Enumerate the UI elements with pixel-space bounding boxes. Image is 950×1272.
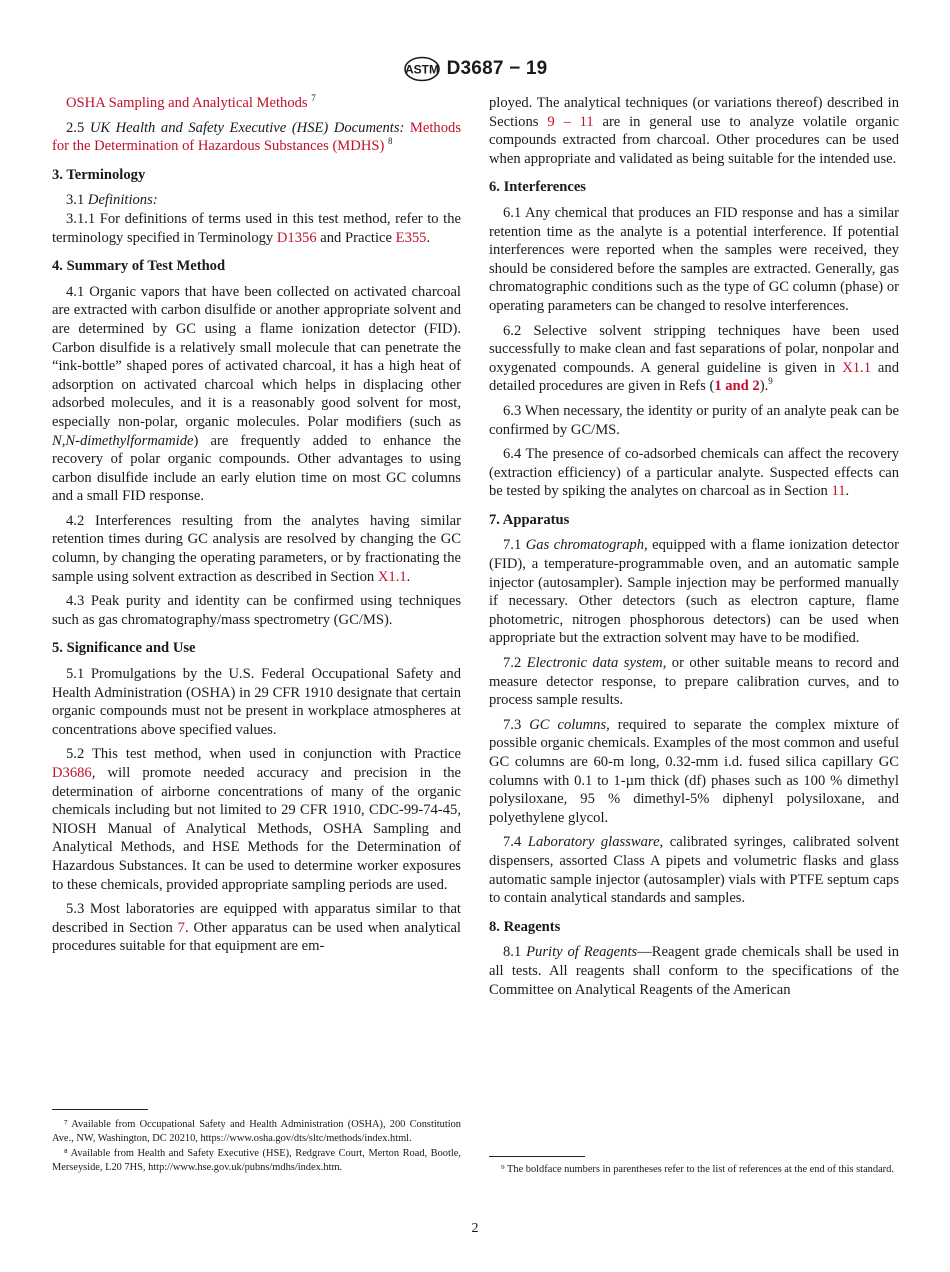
section-3-heading: 3. Terminology <box>52 166 146 183</box>
reference-item: OSHA Sampling and Analytical Methods $^7$ <box>66 93 316 111</box>
d3686-link[interactable]: D3686 <box>52 765 92 781</box>
section-6-heading: 6. Interferences <box>489 179 586 196</box>
paragraph-6-4: 6.4 The presence of co-adsorbed chemicals can affect the recovery (extraction efficiency) of a particular analyte. Suspected effects can be tested by spiking the analytes on charcoal as in Section 11. <box>489 446 899 500</box>
paragraph-5-2: 5.2 This test method, when used in conjunction with Practice D3686, will promote needed accuracy and precision in the determination of airborne concentrations of many of the organic chemicals including but not limited to 29 CFR 1910, CDC-99-74-45, NIOSH Manual of Analytical Methods, OSHA Sampling and Analytical Methods, and HSE Methods for the Determination of Hazardous Substances. It can be used to determine worker exposures to these chemicals, provided appropriate sampling periods are used. <box>52 746 461 893</box>
sections-9-11-link[interactable]: 9 – 11 <box>547 113 594 130</box>
paragraph-4-1: 4.1 Organic vapors that have been collected on activated charcoal are extracted with carbon disulfide or another appropriate solvent and are determined by GC using a flame ionization detector (FID). Carbon disulfide is a relatively small molecule that can penetrate the “ink-bottle” shaped pores of activated charcoal, it has a high heat of adsorption on activated charcoal which helps in displacing other adsorbed molecules, and it is a reasonably good solvent for most, especially non-polar, organic molecules. Polar modifiers (such as N,N-dimethylformamide) are frequently added to enhance the recovery of polar organic compounds. Other advantages to using carbon disulfide include an early elution time on most GC columns and a small FID response. <box>52 283 461 505</box>
right-column <box>489 94 899 1005</box>
paragraph-8-1: 8.1 Purity of Reagents—Reagent grade chemicals shall be used in all tests. All reagents shall conform to the specifications of the Committee on Analytical Reagents of the American <box>489 944 899 998</box>
right-footnotes <box>489 1163 899 1178</box>
astm-logo-icon <box>403 56 441 82</box>
section-5-heading: 5. Significance and Use <box>52 640 196 657</box>
x1-1-link[interactable]: X1.1 <box>377 568 407 585</box>
left-column <box>52 94 461 962</box>
page-header <box>0 56 950 87</box>
e355-link[interactable]: E355 <box>395 229 427 246</box>
paragraph-5-3: 5.3 Most laboratories are equipped with apparatus similar to that described in Section 7. Other apparatus can be used when analytical procedures suitable for that equipment are em- <box>52 901 461 955</box>
paragraph-6-3: 6.3 When necessary, the identity or purity of an analyte peak can be confirmed by GC/MS. <box>489 402 899 438</box>
section-11-link[interactable]: 11 <box>831 483 846 500</box>
paragraph-7-3: 7.3 GC columns, required to separate the complex mixture of possible organic chemicals. Examples of the most common and useful GC columns are 60-m long, 0.32-mm i.d. fused silica capillary GC columns with 0.1 to 1-µm thick (df) phases such as 100 % dimethyl polysiloxane, 95 % dimethyl-5% diphenyl polysiloxane, and polyethylene glycol. <box>489 716 900 826</box>
section-7-link[interactable]: 7 <box>177 919 185 936</box>
footnote-9: ⁹ The boldface numbers in parentheses refer to the list of references at the end of this standard. <box>501 1164 894 1175</box>
paragraph-7-4: 7.4 Laboratory glassware, calibrated syringes, calibrated solvent dispensers, assorted Class A pipets and volumetric flasks and glass automatic sample injector (autosampler) vials with PTFE septum caps to contain analytical standards and samples. <box>489 834 899 907</box>
footnote-7: ⁷ Available from Occupational Safety and Health Administration (OSHA), 200 Constitution Ave., NW, Washington, DC 20210, https://www.osha.gov/dts/sltc/methods/index.html. <box>52 1119 461 1144</box>
page-number: 2 <box>471 1221 479 1236</box>
footnote-8: ⁸ Available from Health and Safety Executive (HSE), Redgrave Court, Merton Road, Bootle, Merseyside, L20 7HS, http://www.hse.gov.uk/pubns/mdhs/index.htm. <box>52 1148 461 1173</box>
footnote-divider <box>489 1156 585 1157</box>
paragraph-4-2: 4.2 Interferences resulting from the analytes having similar retention times during GC analysis are resolved by changing the GC column, by changing the operating parameters, or by fractionating the sample using solvent extraction as described in Section X1.1. <box>52 512 461 585</box>
footnote-divider <box>52 1109 148 1110</box>
refs-1-2-link[interactable]: 1 and 2 <box>714 378 760 395</box>
paragraph-3-1-1: 3.1.1 For definitions of terms used in this test method, refer to the terminology specified in Terminology D1356 and Practice E355. <box>52 210 461 246</box>
section-8-heading: 8. Reagents <box>489 918 561 935</box>
paragraph-2-5: 2.5 UK Health and Safety Executive (HSE) Documents: Methods for the Determination of Hazardous Substances (MDHS) $^8$ <box>52 119 461 155</box>
d1356-link[interactable]: D1356 <box>276 229 317 246</box>
section-7-heading: 7. Apparatus <box>489 511 570 528</box>
paragraph-5-3-continued: ployed. The analytical techniques (or variations thereof) described in Sections 9 – 11 are in general use to analyze volatile organic compounds extracted from charcoal. Other procedures can be used when appropriate and validated as being suitable for the intended use. <box>489 95 900 167</box>
paragraph-4-3: 4.3 Peak purity and identity can be confirmed using techniques such as gas chromatography/mass spectrometry (GC/MS). <box>52 593 461 628</box>
paragraph-6-2: 6.2 Selective solvent stripping techniques have been used successfully to make clean and fast separations of polar, nonpolar and oxygenated compounds. A general guideline is given in X1.1 and detailed procedures are given in Refs (1 and 2).$^9$ <box>489 322 899 395</box>
section-4-heading: 4. Summary of Test Method <box>52 258 226 275</box>
paragraph-7-2: 7.2 Electronic data system, or other suitable means to record and measure detector response, to prepare calibration curves, and to process sample results. <box>489 655 899 709</box>
mdhs-link[interactable]: Methods for the Determination of Hazardous Substances (MDHS) <box>52 119 461 155</box>
x1-1-link[interactable]: X1.1 <box>842 359 871 376</box>
paragraph-5-1: 5.1 Promulgations by the U.S. Federal Occupational Safety and Health Administration (OSHA) in 29 CFR 1910 designate that certain organic compounds must not be present in workplace atmospheres at concentrations above specified values. <box>52 666 461 738</box>
paragraph-3-1: 3.1 Definitions: <box>66 192 158 209</box>
paragraph-7-1: 7.1 Gas chromatograph, equipped with a flame ionization detector (FID), a temperature-programmable oven, and an automatic sample injector (autosampler). Sample injection may be performed manually if necessary. Other detectors (such as electron capture, flame photometric, nitrogen phosphorous detectors) can be used when appropriate but the extraction solvent may have to be modified. <box>489 537 899 647</box>
paragraph-6-1: 6.1 Any chemical that produces an FID response and has a similar retention time as the analyte is a potential interference. If potential interferences were reported when the samples were received, they should be considered before the samples are extracted. Generally, gas chromatographic conditions such as the type of GC column (phase) or operating parameters can be changed to resolve interferences. <box>489 204 899 314</box>
reference-link[interactable]: OSHA Sampling and Analytical Methods <box>66 95 308 111</box>
left-footnotes <box>52 1118 461 1176</box>
document-id: D3687 − 19 <box>446 58 548 79</box>
svg-text:ASTM: ASTM <box>404 62 439 77</box>
